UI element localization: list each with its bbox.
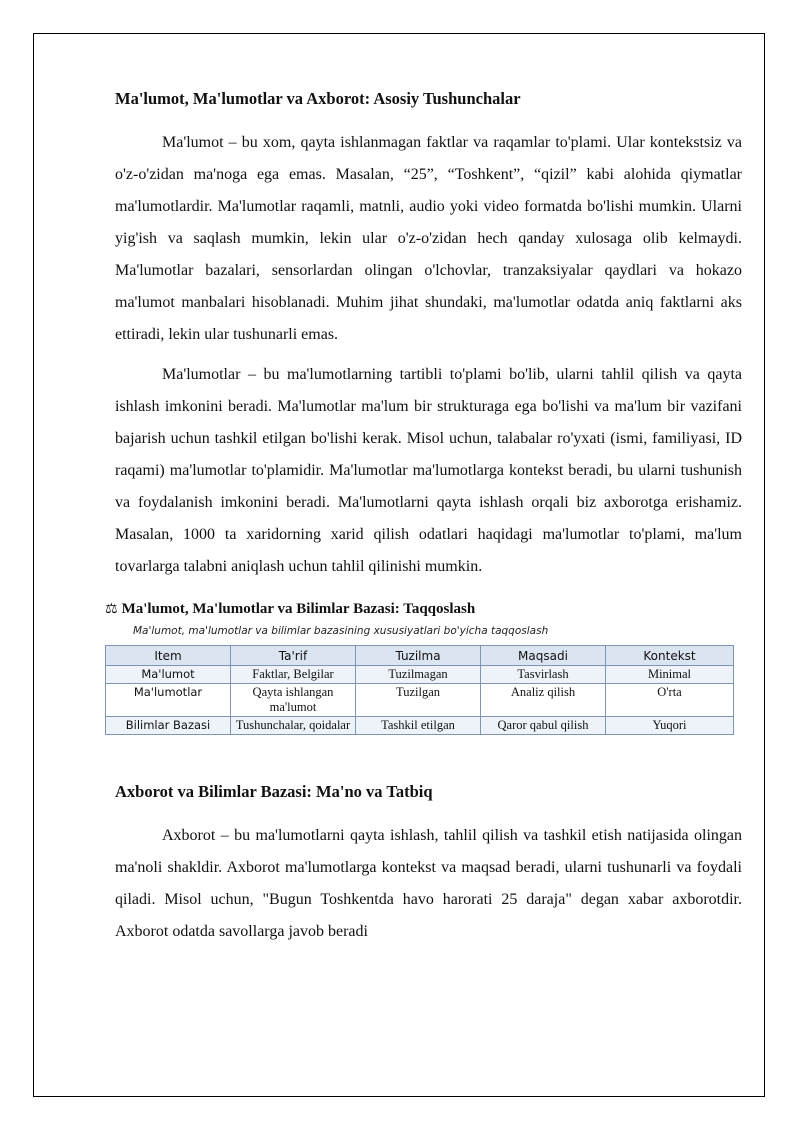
table-cell: Tuzilmagan xyxy=(356,666,481,684)
column-header: Ta'rif xyxy=(231,646,356,666)
table-cell: Qayta ishlangan ma'lumot xyxy=(231,684,356,717)
paragraph: Ma'lumot – bu xom, qayta ishlanmagan faktlar va raqamlar to'plami. Ular kontekstsiz va o'z-o'zidan ma'noga ega emas. Masalan, “25”, “Toshkent”, “qizil” kabi alohida qiymatlar ma'lumotlardir. Ma'lumotlar raqamli, matnli, audio yoki video formatda bo'lishi mumkin. Ularni yig'ish va saqlash mumkin, lekin ular o'z-o'zidan hech qanday xulosaga olib kelmaydi. Ma'lumotlar bazalari, sensorlardan olingan o'lchovlar, tranzaksiyalar qaydlari va hokazo ma'lumot manbalari hisoblanadi. Muhim jihat shundaki, ma'lumotlar odatda aniq faktlarni aks ettiradi, lekin ular tushunarli emas. xyxy=(115,134,742,343)
paragraph: Ma'lumotlar – bu ma'lumotlarning tartibli to'plami bo'lib, ularni tahlil qilish va qayta ishlash imkonini beradi. Ma'lumotlar ma'lum bir strukturaga ega bo'lishi va ma'lum bir vazifani bajarish uchun tashkil etilgan bo'lishi kerak. Misol uchun, talabalar ro'yxati (ismi, familiyasi, ID raqami) ma'lumotlar to'plamidir. Ma'lumotlar ma'lumotlarga kontekst beradi, bu ularni tushunish va foydalanish imkonini beradi. Ma'lumotlarni qayta ishlash orqali biz axborotga erishamiz. Masalan, 1000 ta xaridorning xarid qilish odatlari haqidagi ma'lumotlar to'plami, ma'lum tovarlarga talabni aniqlash uchun tahlil qilinishi mumkin. xyxy=(115,366,742,575)
document-content xyxy=(105,88,742,948)
paragraph: Axborot – bu ma'lumotlarni qayta ishlash, tahlil qilish va tashkil etish natijasida olingan ma'noli shakldir. Axborot ma'lumotlarga kontekst va maqsad beradi, ularni tushunarli va foydali qiladi. Misol uchun, "Bugun Toshkentda havo harorati 25 daraja" degan xabar axborotdir. Axborot odatda savollarga javob beradi xyxy=(115,827,742,940)
section-heading-1: Ma'lumot, Ma'lumotlar va Axborot: Asosiy Tushunchalar xyxy=(115,89,521,108)
table-cell: Ma'lumot xyxy=(106,666,231,684)
table-cell: Bilimlar Bazasi xyxy=(106,717,231,735)
table-title-text: Ma'lumot, Ma'lumotlar va Bilimlar Bazasi: Taqqoslash xyxy=(121,601,476,617)
column-header: Item xyxy=(106,646,231,666)
table-cell: Analiz qilish xyxy=(481,684,606,717)
table-cell: Tuzilgan xyxy=(356,684,481,717)
table-cell: Tasvirlash xyxy=(481,666,606,684)
scales-icon: ⚖ xyxy=(105,601,118,617)
table-cell: O'rta xyxy=(606,684,734,717)
comparison-table xyxy=(105,645,734,735)
table-cell: Ma'lumotlar xyxy=(106,684,231,717)
table-cell: Faktlar, Belgilar xyxy=(231,666,356,684)
table-title xyxy=(105,599,740,619)
section-heading-2: Axborot va Bilimlar Bazasi: Ma'no va Tatbiq xyxy=(115,782,433,801)
table-row xyxy=(106,717,734,735)
table-cell: Minimal xyxy=(606,666,734,684)
table-cell: Qaror qabul qilish xyxy=(481,717,606,735)
table-row xyxy=(106,684,734,717)
table-cell: Tashkil etilgan xyxy=(356,717,481,735)
column-header: Maqsadi xyxy=(481,646,606,666)
column-header: Kontekst xyxy=(606,646,734,666)
column-header: Tuzilma xyxy=(356,646,481,666)
table-cell: Tushunchalar, qoidalar xyxy=(231,717,356,735)
table-row xyxy=(106,666,734,684)
table-cell: Yuqori xyxy=(606,717,734,735)
table-subtitle: Ma'lumot, ma'lumotlar va bilimlar bazasining xususiyatlari bo'yicha taqqoslash xyxy=(133,625,549,637)
comparison-table-block xyxy=(105,599,740,735)
table-header-row xyxy=(106,646,734,666)
